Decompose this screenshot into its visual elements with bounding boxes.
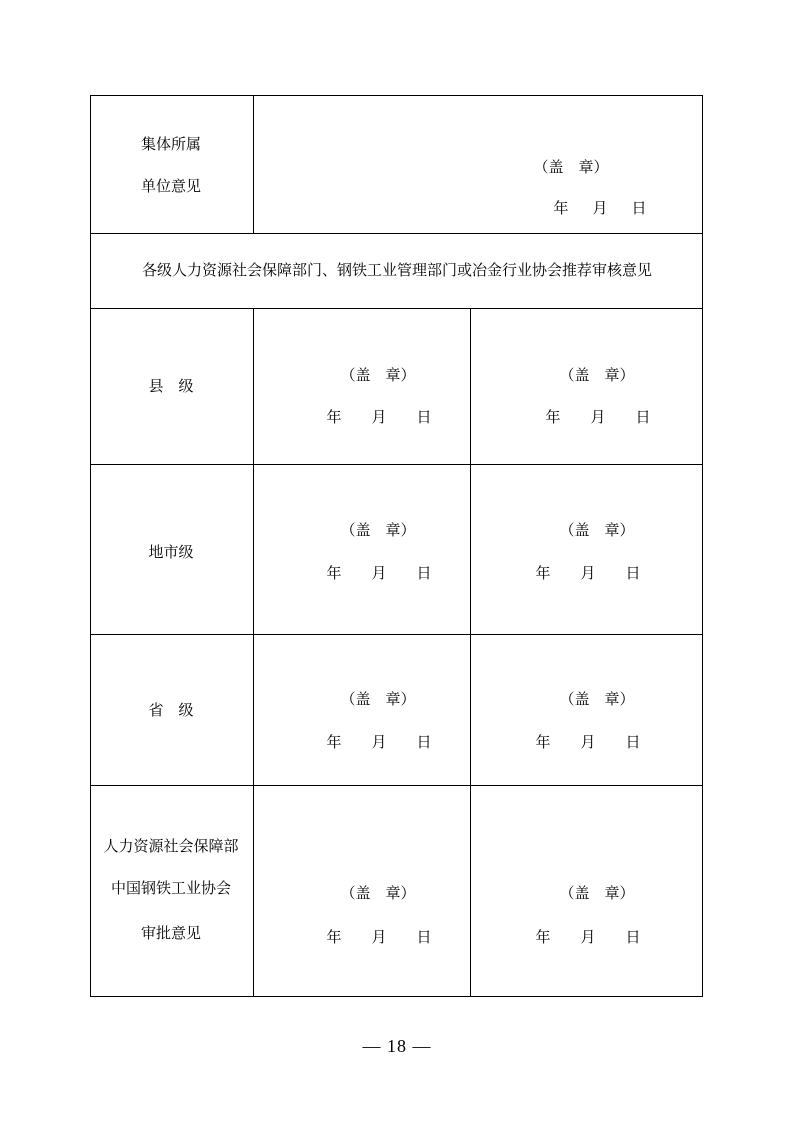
date-day: 日 — [625, 564, 641, 582]
date-year: 年 — [535, 928, 551, 946]
table-border-bottom — [90, 996, 703, 997]
table-divider — [90, 308, 703, 309]
label-column-divider — [253, 95, 254, 234]
unit-label-line-1: 集体所属 — [140, 135, 202, 153]
date-line — [326, 735, 431, 750]
date-month: 月 — [371, 928, 387, 946]
row-label-county: 县 级 — [148, 377, 194, 395]
row-label-ministry-line-3: 审批意见 — [140, 924, 202, 942]
date-day: 日 — [416, 733, 432, 751]
date-day: 日 — [416, 928, 432, 946]
date-year: 年 — [553, 199, 569, 217]
stamp-text: （盖 章） — [340, 521, 416, 539]
row-label-ministry-line-1: 人力资源社会保障部 — [103, 837, 239, 855]
date-year: 年 — [326, 733, 342, 751]
table-border-top — [90, 95, 703, 96]
stamp-text: （盖 章） — [340, 690, 416, 708]
date-year: 年 — [326, 408, 342, 426]
section-header: 各级人力资源社会保障部门、钢铁工业管理部门或冶金行业协会推荐审核意见 — [141, 261, 653, 279]
row-label-city: 地市级 — [148, 543, 194, 561]
table-border-right — [702, 95, 703, 997]
table-divider — [90, 464, 703, 465]
date-month: 月 — [580, 928, 596, 946]
table-divider — [90, 233, 703, 234]
stamp-text: （盖 章） — [559, 884, 635, 902]
date-day: 日 — [625, 928, 641, 946]
stamp-text: （盖 章） — [340, 884, 416, 902]
date-line — [535, 930, 640, 945]
stamp-text: （盖 章） — [559, 690, 635, 708]
date-year: 年 — [535, 733, 551, 751]
date-month: 月 — [371, 408, 387, 426]
date-year: 年 — [326, 564, 342, 582]
date-month: 月 — [371, 564, 387, 582]
opinion-column-divider — [470, 308, 471, 997]
table-border-left — [90, 95, 91, 997]
date-day: 日 — [631, 199, 647, 217]
date-month: 月 — [580, 733, 596, 751]
date-day: 日 — [625, 733, 641, 751]
stamp-text: （盖 章） — [559, 521, 635, 539]
unit-label-line-2: 单位意见 — [140, 177, 202, 195]
date-year: 年 — [545, 408, 561, 426]
unit-stamp-text: （盖 章） — [533, 158, 609, 176]
stamp-text: （盖 章） — [559, 366, 635, 384]
date-line — [535, 735, 640, 750]
date-month: 月 — [590, 408, 606, 426]
date-line — [326, 410, 431, 425]
date-day: 日 — [635, 408, 651, 426]
date-month: 月 — [592, 199, 608, 217]
date-year: 年 — [326, 928, 342, 946]
date-day: 日 — [416, 564, 432, 582]
date-line — [326, 930, 431, 945]
date-line — [326, 566, 431, 581]
date-line — [535, 566, 640, 581]
date-line — [545, 410, 650, 425]
date-day: 日 — [416, 408, 432, 426]
date-year: 年 — [535, 564, 551, 582]
table-divider — [90, 785, 703, 786]
page-number: — 18 — — [362, 1036, 432, 1056]
label-column-divider — [253, 308, 254, 997]
date-month: 月 — [371, 733, 387, 751]
unit-date — [553, 201, 646, 216]
row-label-ministry-line-2: 中国钢铁工业协会 — [110, 879, 232, 897]
table-divider — [90, 634, 703, 635]
date-month: 月 — [580, 564, 596, 582]
stamp-text: （盖 章） — [340, 366, 416, 384]
row-label-province: 省 级 — [148, 701, 194, 719]
